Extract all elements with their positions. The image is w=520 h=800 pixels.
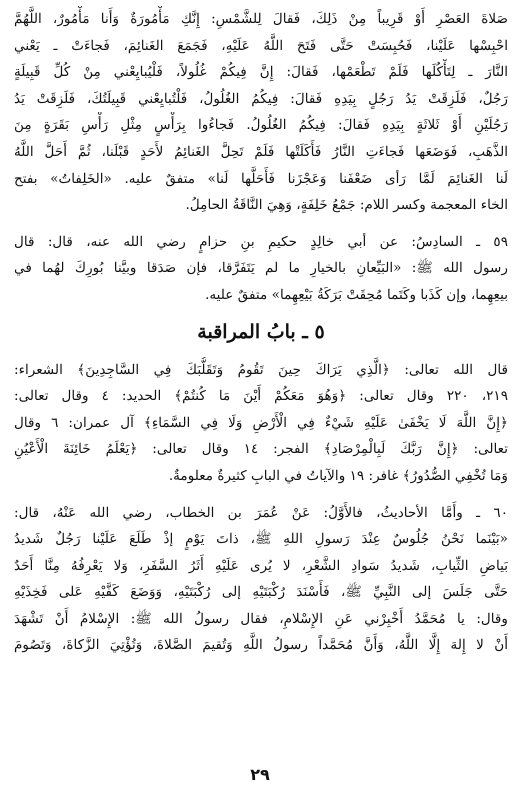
- hadith-59: [14, 229, 508, 309]
- chapter-heading: ٥ ـ بابُ المراقبة: [197, 320, 325, 343]
- text-line: ٢١٩، ٢٢٠ وقال تعالى: ﴿وَهُوَ مَعَكُمْ أَيْنَ مَا كُنتُمْ﴾ الحديد: ٤ وقال تعالى:: [14, 388, 508, 405]
- text-line: وقال: يا مُحَمَّدُ أَخْبِرْني عَنِ الإِسْلامِ، فقال رسولُ الله ﷺ: الإِسْلامُ أَنْ تَشْهَدَ: [14, 610, 508, 627]
- text-line: احْبِسْها عَلَيْنا، فَحُبِسَتْ حَتَّى فَتَحَ اللَّهُ عَلَيْهِ، فَجَمَعَ الغَنائِمَ، فَجاءَتْ ـ يَعْني: [14, 37, 508, 54]
- page-body: [14, 6, 508, 800]
- text-line: قال الله تعالى: ﴿الَّذِي يَرَاكَ حِينَ تَقُومُ وَتَقَلُّبَكَ فِي السَّاجِدِينَ﴾ الشعراء:: [14, 361, 508, 378]
- text-line: الخاء المعجمة وكسر اللام: جَمْعُ خَلِفَةٍ، وَهِيَ النَّاقَةُ الحامِلُ.: [185, 197, 508, 214]
- page-number: ٢٩: [250, 765, 270, 784]
- hadith-60: [14, 500, 508, 660]
- spacer: [14, 219, 508, 229]
- text-line: بَياضِ الثِّيابِ، شَديدُ سَوادِ الشَّعْرِ، لا يُرى عَلَيْهِ أَثَرُ السَّفَرِ، وَلا يَعْرِفُهُ مِنَّا أَحَدٌ: [14, 557, 508, 574]
- text-line: صَلاةَ العَصْرِ أَوْ قَرِيباً مِنْ ذَلِكَ، فَقالَ لِلشَّمْسِ: إِنَّكِ مَأْمُورَةٌ وَأَنا مَأْمُورٌ، اللَّهُمَّ: [14, 11, 508, 27]
- text-line: وَمَا تُخْفِي الصُّدُورُ﴾ غافر: ١٩ والآياتُ في البابِ كثيرةٌ معلومةٌ.: [168, 467, 508, 484]
- text-line: حَتَّى جَلَسَ إلى النَّبِيِّ ﷺ، فَأَسْنَدَ رُكْبَتَيْهِ إلى رُكْبَتَيْهِ، وَوَضَعَ كَفَّيْهِ عَلى فَخِذَيْهِ: [14, 584, 508, 601]
- quran-verses: [14, 357, 508, 490]
- text-line: «بَيْنَما نَحْنُ جُلُوسٌ عِنْدَ رَسولِ اللهِ ﷺ، ذاتَ يَوْمٍ إذْ طَلَعَ عَلَيْنا رَجُلٌ شَديدُ: [14, 531, 508, 548]
- text-line: رَجُلَيْنِ أَوْ ثَلاثَةٍ بِيَدِهِ فَقالَ: فِيكُمُ الغُلُولُ. فَجاءُوا بِرَأْسٍ مِثْلِ رَأْسِ بَقَرَةٍ مِنَ: [14, 117, 508, 134]
- spacer: [14, 490, 508, 500]
- text-line: رَجُلٌ، فَلَزِقَتْ يَدُ رَجُلٍ بِيَدِهِ فَقالَ: فِيكُمُ الغُلُولُ، فَلْتُبايِعْني قَبِيلَتُكَ، فَلَزِقَتْ يَدُ: [14, 90, 508, 107]
- text-line: ﴿إِنَّ اللَّهَ لَا يَخْفَىٰ عَلَيْهِ شَيْءٌ فِي الْأَرْضِ وَلَا فِي السَّمَاءِ﴾ آل عمران: ٦ وقال: [14, 414, 508, 431]
- text-line: لَنا الغَنائِمَ لَمَّا رَأى ضَعْفَنا وَعَجْزَنا فَأَحَلَّها لَنا» متفقٌ عليه. «الخَلِفاتُ» بفتح: [14, 170, 508, 187]
- text-line: تعالى: ﴿إِنَّ رَبَّكَ لَبِالْمِرْصَادِ﴾ الفجر: ١٤ وقال تعالى: ﴿يَعْلَمُ خَائِنَةَ الْأَعْيُنِ: [14, 441, 508, 458]
- text-line: ٦٠ ـ وأَمَّا الأحاديثُ، فالأَوَّلُ: عَنْ عُمَرَ بن الخطاب، رضي الله عَنْهُ، قال:: [14, 504, 508, 521]
- text-line: النَّارَ ـ لِتَأْكُلَها فَلَمْ تَطْعَمْها، فَقالَ: إِنَّ فِيكُمْ غُلُولاً، فَلْيُبايِعْني مِنْ كُلِّ قَبِيلَةٍ: [14, 64, 508, 81]
- hadith-58-continuation: [14, 6, 508, 219]
- text-line: أَنْ لا إِلهَ إِلَّا اللَّهُ، وَأَنَّ مُحَمَّداً رسولُ اللَّهِ وَتُقيمَ الصَّلاةَ، وَتُؤْتِيَ الزَّكاةَ، وَتَصُومَ: [14, 637, 508, 654]
- text-line: رسول الله ﷺ: «البَيِّعانِ بالخيارِ ما لم يَتَفَرَّقا، فإن صَدَقا وبيَّنا بُورِكَ لهُما في: [14, 260, 508, 277]
- text-line: ٥٩ ـ السادِسُ: عن أبي خالِدٍ حكيمِ بنِ حزامٍ رضي الله عنه، قال: قال: [14, 233, 508, 250]
- text-line: الذَّهَبِ، فَوَضَعَها فَجاءَتِ النَّارُ فَأَكَلَتْها فَلَمْ تَحِلَّ الغَنائِمُ لأَحَدٍ قَبْلَنا، ثُمَّ أَحَلَّ اللَّهُ: [14, 143, 508, 160]
- text-line: بيعِهِما، وإن كَذَبا وكَتَما مُحِقَتْ بَرَكَةُ بَيْعِهِما» متفقٌ عليه.: [205, 286, 508, 303]
